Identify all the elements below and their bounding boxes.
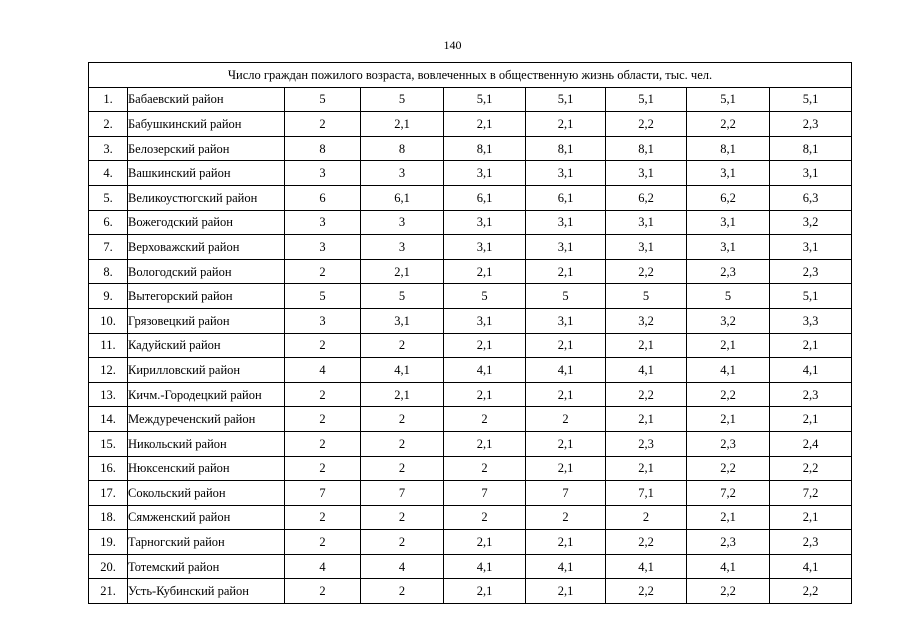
table-row (89, 87, 852, 112)
row-number-cell: 20. (89, 554, 128, 579)
value-cell: 5,1 (526, 87, 606, 112)
table-title: Число граждан пожилого возраста, вовлеченных в общественную жизнь области, тыс. чел. (89, 63, 852, 88)
table-row (89, 456, 852, 481)
value-cell: 2 (285, 333, 361, 358)
value-cell: 2,3 (770, 530, 852, 555)
table-row (89, 382, 852, 407)
district-name-cell: Бабаевский район (128, 87, 285, 112)
table-row (89, 210, 852, 235)
value-cell: 7,2 (770, 481, 852, 506)
value-cell: 2,1 (770, 407, 852, 432)
district-name-cell: Грязовецкий район (128, 308, 285, 333)
district-name-cell: Усть-Кубинский район (128, 579, 285, 604)
row-number-cell: 12. (89, 358, 128, 383)
value-cell: 3,1 (687, 161, 770, 186)
value-cell: 2,2 (606, 530, 687, 555)
value-cell: 4 (285, 358, 361, 383)
value-cell: 3,1 (687, 210, 770, 235)
value-cell: 2,2 (606, 579, 687, 604)
value-cell: 8,1 (687, 136, 770, 161)
value-cell: 2 (285, 456, 361, 481)
value-cell: 2 (361, 333, 444, 358)
value-cell: 4,1 (770, 358, 852, 383)
row-number-cell: 11. (89, 333, 128, 358)
value-cell: 7,2 (687, 481, 770, 506)
value-cell: 2,1 (687, 407, 770, 432)
table-row (89, 235, 852, 260)
value-cell: 5,1 (444, 87, 526, 112)
value-cell: 7 (361, 481, 444, 506)
value-cell: 5 (526, 284, 606, 309)
value-cell: 2,2 (606, 259, 687, 284)
value-cell: 3,1 (444, 308, 526, 333)
value-cell: 3,1 (687, 235, 770, 260)
value-cell: 5,1 (770, 87, 852, 112)
value-cell: 2,1 (444, 112, 526, 137)
district-name-cell: Бабушкинский район (128, 112, 285, 137)
value-cell: 2 (285, 505, 361, 530)
value-cell: 5 (444, 284, 526, 309)
value-cell: 5 (361, 284, 444, 309)
value-cell: 2,1 (444, 431, 526, 456)
value-cell: 2,1 (361, 112, 444, 137)
value-cell: 2 (526, 407, 606, 432)
value-cell: 2,2 (606, 112, 687, 137)
district-name-cell: Междуреченский район (128, 407, 285, 432)
row-number-cell: 14. (89, 407, 128, 432)
value-cell: 2,1 (361, 382, 444, 407)
row-number-cell: 17. (89, 481, 128, 506)
district-name-cell: Великоустюгский район (128, 185, 285, 210)
value-cell: 3,1 (361, 308, 444, 333)
district-name-cell: Нюксенский район (128, 456, 285, 481)
table-row (89, 431, 852, 456)
value-cell: 2,1 (687, 505, 770, 530)
value-cell: 3,2 (606, 308, 687, 333)
data-table (88, 62, 852, 604)
value-cell: 5 (285, 284, 361, 309)
value-cell: 7,1 (606, 481, 687, 506)
value-cell: 6,1 (361, 185, 444, 210)
value-cell: 2,3 (770, 112, 852, 137)
value-cell: 2,1 (444, 579, 526, 604)
table-title-row (89, 63, 852, 88)
table-row (89, 554, 852, 579)
value-cell: 2,3 (687, 431, 770, 456)
value-cell: 3,1 (606, 210, 687, 235)
value-cell: 3 (285, 235, 361, 260)
table-row (89, 505, 852, 530)
value-cell: 3 (285, 308, 361, 333)
value-cell: 2,2 (770, 456, 852, 481)
value-cell: 3,1 (444, 210, 526, 235)
value-cell: 5,1 (606, 87, 687, 112)
value-cell: 4 (361, 554, 444, 579)
value-cell: 3,1 (526, 210, 606, 235)
value-cell: 4,1 (687, 554, 770, 579)
district-name-cell: Верховажский район (128, 235, 285, 260)
value-cell: 4,1 (606, 358, 687, 383)
value-cell: 2,1 (526, 112, 606, 137)
value-cell: 2,3 (770, 382, 852, 407)
value-cell: 8 (361, 136, 444, 161)
value-cell: 7 (444, 481, 526, 506)
value-cell: 2,1 (361, 259, 444, 284)
value-cell: 8 (285, 136, 361, 161)
district-name-cell: Белозерский район (128, 136, 285, 161)
value-cell: 3,1 (444, 235, 526, 260)
value-cell: 2,1 (444, 382, 526, 407)
row-number-cell: 13. (89, 382, 128, 407)
page-number: 140 (443, 38, 462, 52)
table-row (89, 407, 852, 432)
value-cell: 3,1 (606, 161, 687, 186)
table-row (89, 333, 852, 358)
table-row (89, 358, 852, 383)
value-cell: 2 (606, 505, 687, 530)
value-cell: 3,3 (770, 308, 852, 333)
value-cell: 6 (285, 185, 361, 210)
value-cell: 2,3 (687, 530, 770, 555)
district-name-cell: Вологодский район (128, 259, 285, 284)
value-cell: 3,1 (606, 235, 687, 260)
row-number-cell: 10. (89, 308, 128, 333)
district-name-cell: Кичм.-Городецкий район (128, 382, 285, 407)
value-cell: 2,2 (687, 579, 770, 604)
value-cell: 2 (361, 407, 444, 432)
value-cell: 2,1 (526, 579, 606, 604)
value-cell: 2,1 (526, 259, 606, 284)
value-cell: 3,1 (770, 161, 852, 186)
row-number-cell: 9. (89, 284, 128, 309)
value-cell: 2 (285, 530, 361, 555)
value-cell: 5,1 (687, 87, 770, 112)
value-cell: 2,2 (606, 382, 687, 407)
value-cell: 7 (526, 481, 606, 506)
value-cell: 2,1 (770, 505, 852, 530)
value-cell: 2,1 (606, 456, 687, 481)
district-name-cell: Кирилловский район (128, 358, 285, 383)
value-cell: 4,1 (361, 358, 444, 383)
value-cell: 2,3 (687, 259, 770, 284)
table-row (89, 308, 852, 333)
row-number-cell: 1. (89, 87, 128, 112)
district-name-cell: Вашкинский район (128, 161, 285, 186)
table-row (89, 161, 852, 186)
value-cell: 5 (361, 87, 444, 112)
value-cell: 2 (361, 530, 444, 555)
value-cell: 5 (285, 87, 361, 112)
value-cell: 5 (606, 284, 687, 309)
value-cell: 4,1 (770, 554, 852, 579)
value-cell: 2 (361, 505, 444, 530)
value-cell: 4,1 (526, 358, 606, 383)
value-cell: 2,2 (687, 112, 770, 137)
table-row (89, 481, 852, 506)
value-cell: 2,2 (687, 456, 770, 481)
table-row (89, 185, 852, 210)
value-cell: 2 (526, 505, 606, 530)
value-cell: 6,2 (606, 185, 687, 210)
district-name-cell: Никольский район (128, 431, 285, 456)
value-cell: 2 (444, 505, 526, 530)
value-cell: 3,2 (687, 308, 770, 333)
table-row (89, 530, 852, 555)
value-cell: 2,1 (526, 456, 606, 481)
value-cell: 6,1 (444, 185, 526, 210)
value-cell: 2 (361, 456, 444, 481)
value-cell: 2,1 (526, 382, 606, 407)
row-number-cell: 15. (89, 431, 128, 456)
row-number-cell: 3. (89, 136, 128, 161)
row-number-cell: 21. (89, 579, 128, 604)
value-cell: 3,1 (526, 161, 606, 186)
value-cell: 4 (285, 554, 361, 579)
value-cell: 2 (285, 579, 361, 604)
value-cell: 4,1 (526, 554, 606, 579)
district-name-cell: Кадуйский район (128, 333, 285, 358)
value-cell: 2,1 (526, 431, 606, 456)
row-number-cell: 2. (89, 112, 128, 137)
row-number-cell: 4. (89, 161, 128, 186)
row-number-cell: 16. (89, 456, 128, 481)
district-name-cell: Сямженский район (128, 505, 285, 530)
value-cell: 3 (361, 210, 444, 235)
row-number-cell: 5. (89, 185, 128, 210)
row-number-cell: 18. (89, 505, 128, 530)
value-cell: 6,1 (526, 185, 606, 210)
value-cell: 8,1 (526, 136, 606, 161)
value-cell: 8,1 (770, 136, 852, 161)
district-name-cell: Вожегодский район (128, 210, 285, 235)
value-cell: 2 (444, 456, 526, 481)
value-cell: 3,1 (526, 308, 606, 333)
value-cell: 2,1 (526, 333, 606, 358)
value-cell: 2,1 (606, 407, 687, 432)
value-cell: 2,1 (444, 259, 526, 284)
value-cell: 4,1 (444, 358, 526, 383)
value-cell: 2,1 (444, 530, 526, 555)
value-cell: 2 (285, 259, 361, 284)
value-cell: 2 (285, 407, 361, 432)
value-cell: 2,3 (606, 431, 687, 456)
value-cell: 3 (361, 161, 444, 186)
table-row (89, 112, 852, 137)
value-cell: 3 (285, 210, 361, 235)
table-row (89, 579, 852, 604)
district-name-cell: Тарногский район (128, 530, 285, 555)
value-cell: 3,2 (770, 210, 852, 235)
value-cell: 2,1 (526, 530, 606, 555)
value-cell: 4,1 (444, 554, 526, 579)
value-cell: 2 (361, 431, 444, 456)
value-cell: 2,1 (770, 333, 852, 358)
value-cell: 7 (285, 481, 361, 506)
value-cell: 5 (687, 284, 770, 309)
row-number-cell: 7. (89, 235, 128, 260)
value-cell: 3,1 (770, 235, 852, 260)
value-cell: 2 (285, 112, 361, 137)
district-name-cell: Вытегорский район (128, 284, 285, 309)
value-cell: 3,1 (526, 235, 606, 260)
value-cell: 2,2 (770, 579, 852, 604)
value-cell: 3,1 (444, 161, 526, 186)
table-row (89, 136, 852, 161)
value-cell: 8,1 (606, 136, 687, 161)
value-cell: 4,1 (606, 554, 687, 579)
row-number-cell: 6. (89, 210, 128, 235)
value-cell: 6,2 (687, 185, 770, 210)
value-cell: 2,3 (770, 259, 852, 284)
value-cell: 2 (361, 579, 444, 604)
district-name-cell: Тотемский район (128, 554, 285, 579)
district-name-cell: Сокольский район (128, 481, 285, 506)
value-cell: 5,1 (770, 284, 852, 309)
value-cell: 4,1 (687, 358, 770, 383)
value-cell: 2 (444, 407, 526, 432)
value-cell: 2,1 (444, 333, 526, 358)
value-cell: 2 (285, 431, 361, 456)
value-cell: 2,4 (770, 431, 852, 456)
value-cell: 3 (361, 235, 444, 260)
table-row (89, 259, 852, 284)
value-cell: 2,1 (687, 333, 770, 358)
value-cell: 6,3 (770, 185, 852, 210)
value-cell: 2,1 (606, 333, 687, 358)
value-cell: 8,1 (444, 136, 526, 161)
row-number-cell: 8. (89, 259, 128, 284)
value-cell: 2 (285, 382, 361, 407)
value-cell: 2,2 (687, 382, 770, 407)
row-number-cell: 19. (89, 530, 128, 555)
table-row (89, 284, 852, 309)
value-cell: 3 (285, 161, 361, 186)
